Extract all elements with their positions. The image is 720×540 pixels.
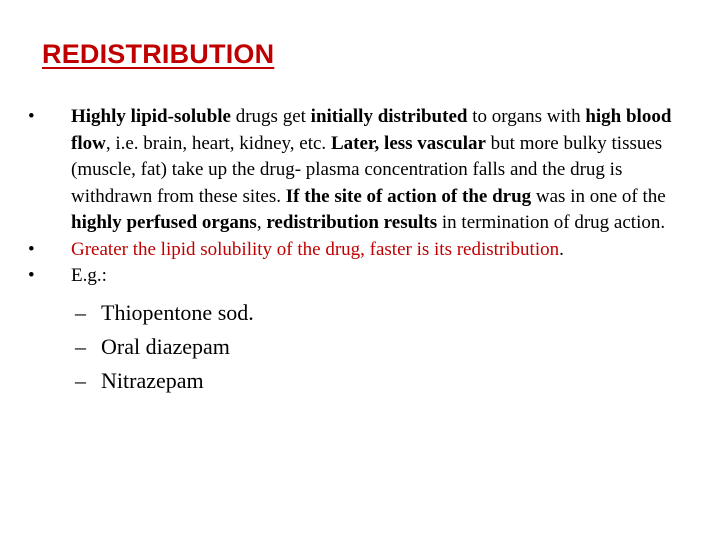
dash-marker: – [75, 367, 86, 393]
text-segment: highly perfused organs [71, 212, 257, 233]
text-segment: was in one of the [531, 185, 666, 207]
bullet-2-text [71, 239, 564, 260]
text-segment: , [256, 212, 267, 233]
example-item-2 [28, 330, 688, 364]
bullet-item-2 [28, 237, 688, 264]
dash-marker: – [75, 299, 86, 325]
text-segment: in termination of drug action. [437, 212, 666, 233]
bullet-item-1 [28, 104, 688, 237]
example-list [28, 296, 688, 398]
text-segment: drugs get [230, 106, 311, 127]
text-segment: but more bulky tissues (muscle, fat) take up the drug- plasma concentration falls and the drug is withdrawn from these sites. [71, 132, 663, 207]
bullet-marker: • [28, 265, 35, 286]
bullet-marker: • [28, 238, 35, 260]
bullet-1-text [71, 106, 671, 233]
bullet-marker: • [28, 106, 35, 127]
text-segment: Highly lipid-soluble [71, 106, 231, 127]
highlighted-text: Greater the lipid solubility of the drug, faster is its redistribution [71, 238, 560, 260]
example-text: Oral diazepam [101, 333, 230, 359]
text-segment: initially distributed [310, 106, 468, 127]
dash-marker: – [75, 333, 86, 359]
example-text: Nitrazepam [101, 367, 204, 393]
text-segment: . [559, 238, 564, 260]
bullet-item-3 [28, 263, 688, 290]
text-segment: Later, less vascular [330, 132, 486, 154]
example-text: Thiopentone sod. [101, 299, 254, 325]
text-segment: redistribution results [266, 212, 438, 233]
example-item-1 [28, 296, 688, 330]
bullet-3-text: E.g.: [71, 265, 107, 286]
example-item-3 [28, 364, 688, 398]
text-segment: high blood flow [71, 106, 672, 154]
text-segment: to organs with [467, 106, 586, 127]
slide-body [28, 104, 688, 398]
slide-title: REDISTRIBUTION [42, 39, 275, 69]
text-segment: If the site of action of the drug [285, 185, 532, 207]
text-segment: , i.e. brain, heart, kidney, etc. [105, 132, 331, 154]
